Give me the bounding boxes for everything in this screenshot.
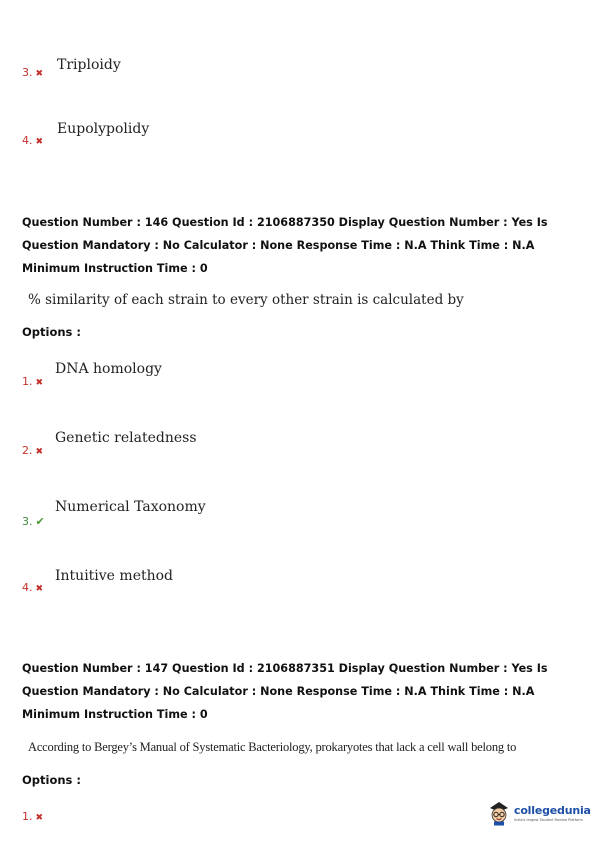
options-label: Options : xyxy=(22,325,81,339)
option-text: Numerical Taxonomy xyxy=(55,499,206,515)
student-mascot-icon xyxy=(488,800,510,826)
option-text: Eupolypolidy xyxy=(57,121,150,137)
logo-name: collegedunia xyxy=(514,804,591,817)
cross-icon: ✖ xyxy=(35,584,44,594)
option-text: DNA homology xyxy=(55,361,162,377)
option-index: 1. xyxy=(22,375,33,388)
option-index: 4. xyxy=(22,581,33,594)
option-number xyxy=(22,134,43,147)
option-number xyxy=(22,581,43,594)
logo-tagline: India's largest Student Review Platform xyxy=(514,818,583,822)
option-index: 3. xyxy=(22,66,33,79)
option-index: 1. xyxy=(22,810,33,823)
collegedunia-logo xyxy=(488,800,591,826)
cross-icon: ✖ xyxy=(35,69,44,79)
cross-icon: ✖ xyxy=(35,378,44,388)
cross-icon: ✖ xyxy=(35,447,44,457)
option-index: 2. xyxy=(22,444,33,457)
question-meta: Question Number : 146 Question Id : 2106887350 Display Question Number : Yes Is Question Mandatory : No Calculator : None Response Time : N.A Think Time : N.A Minimum Instruction Time : 0 xyxy=(22,216,548,275)
question-text: % similarity of each strain to every other strain is calculated by xyxy=(28,292,464,308)
option-text: Genetic relatedness xyxy=(55,430,197,446)
logo-text-block xyxy=(514,804,591,822)
option-number xyxy=(22,444,43,457)
option-number xyxy=(22,515,45,528)
option-text: Intuitive method xyxy=(55,568,174,584)
question-text: According to Bergey’s Manual of Systematic Bacteriology, prokaryotes that lack a cell wall belong to xyxy=(28,740,517,754)
cross-icon: ✖ xyxy=(35,813,44,823)
cross-icon: ✖ xyxy=(35,137,44,147)
options-label: Options : xyxy=(22,773,81,787)
option-text: Triploidy xyxy=(57,57,121,73)
option-number xyxy=(22,66,43,79)
check-icon: ✔ xyxy=(35,515,45,528)
option-index: 3. xyxy=(22,515,33,528)
option-index: 4. xyxy=(22,134,33,147)
question-meta: Question Number : 147 Question Id : 2106887351 Display Question Number : Yes Is Question Mandatory : No Calculator : None Response Time : N.A Think Time : N.A Minimum Instruction Time : 0 xyxy=(22,662,548,721)
option-number xyxy=(22,375,43,388)
option-number xyxy=(22,810,43,823)
